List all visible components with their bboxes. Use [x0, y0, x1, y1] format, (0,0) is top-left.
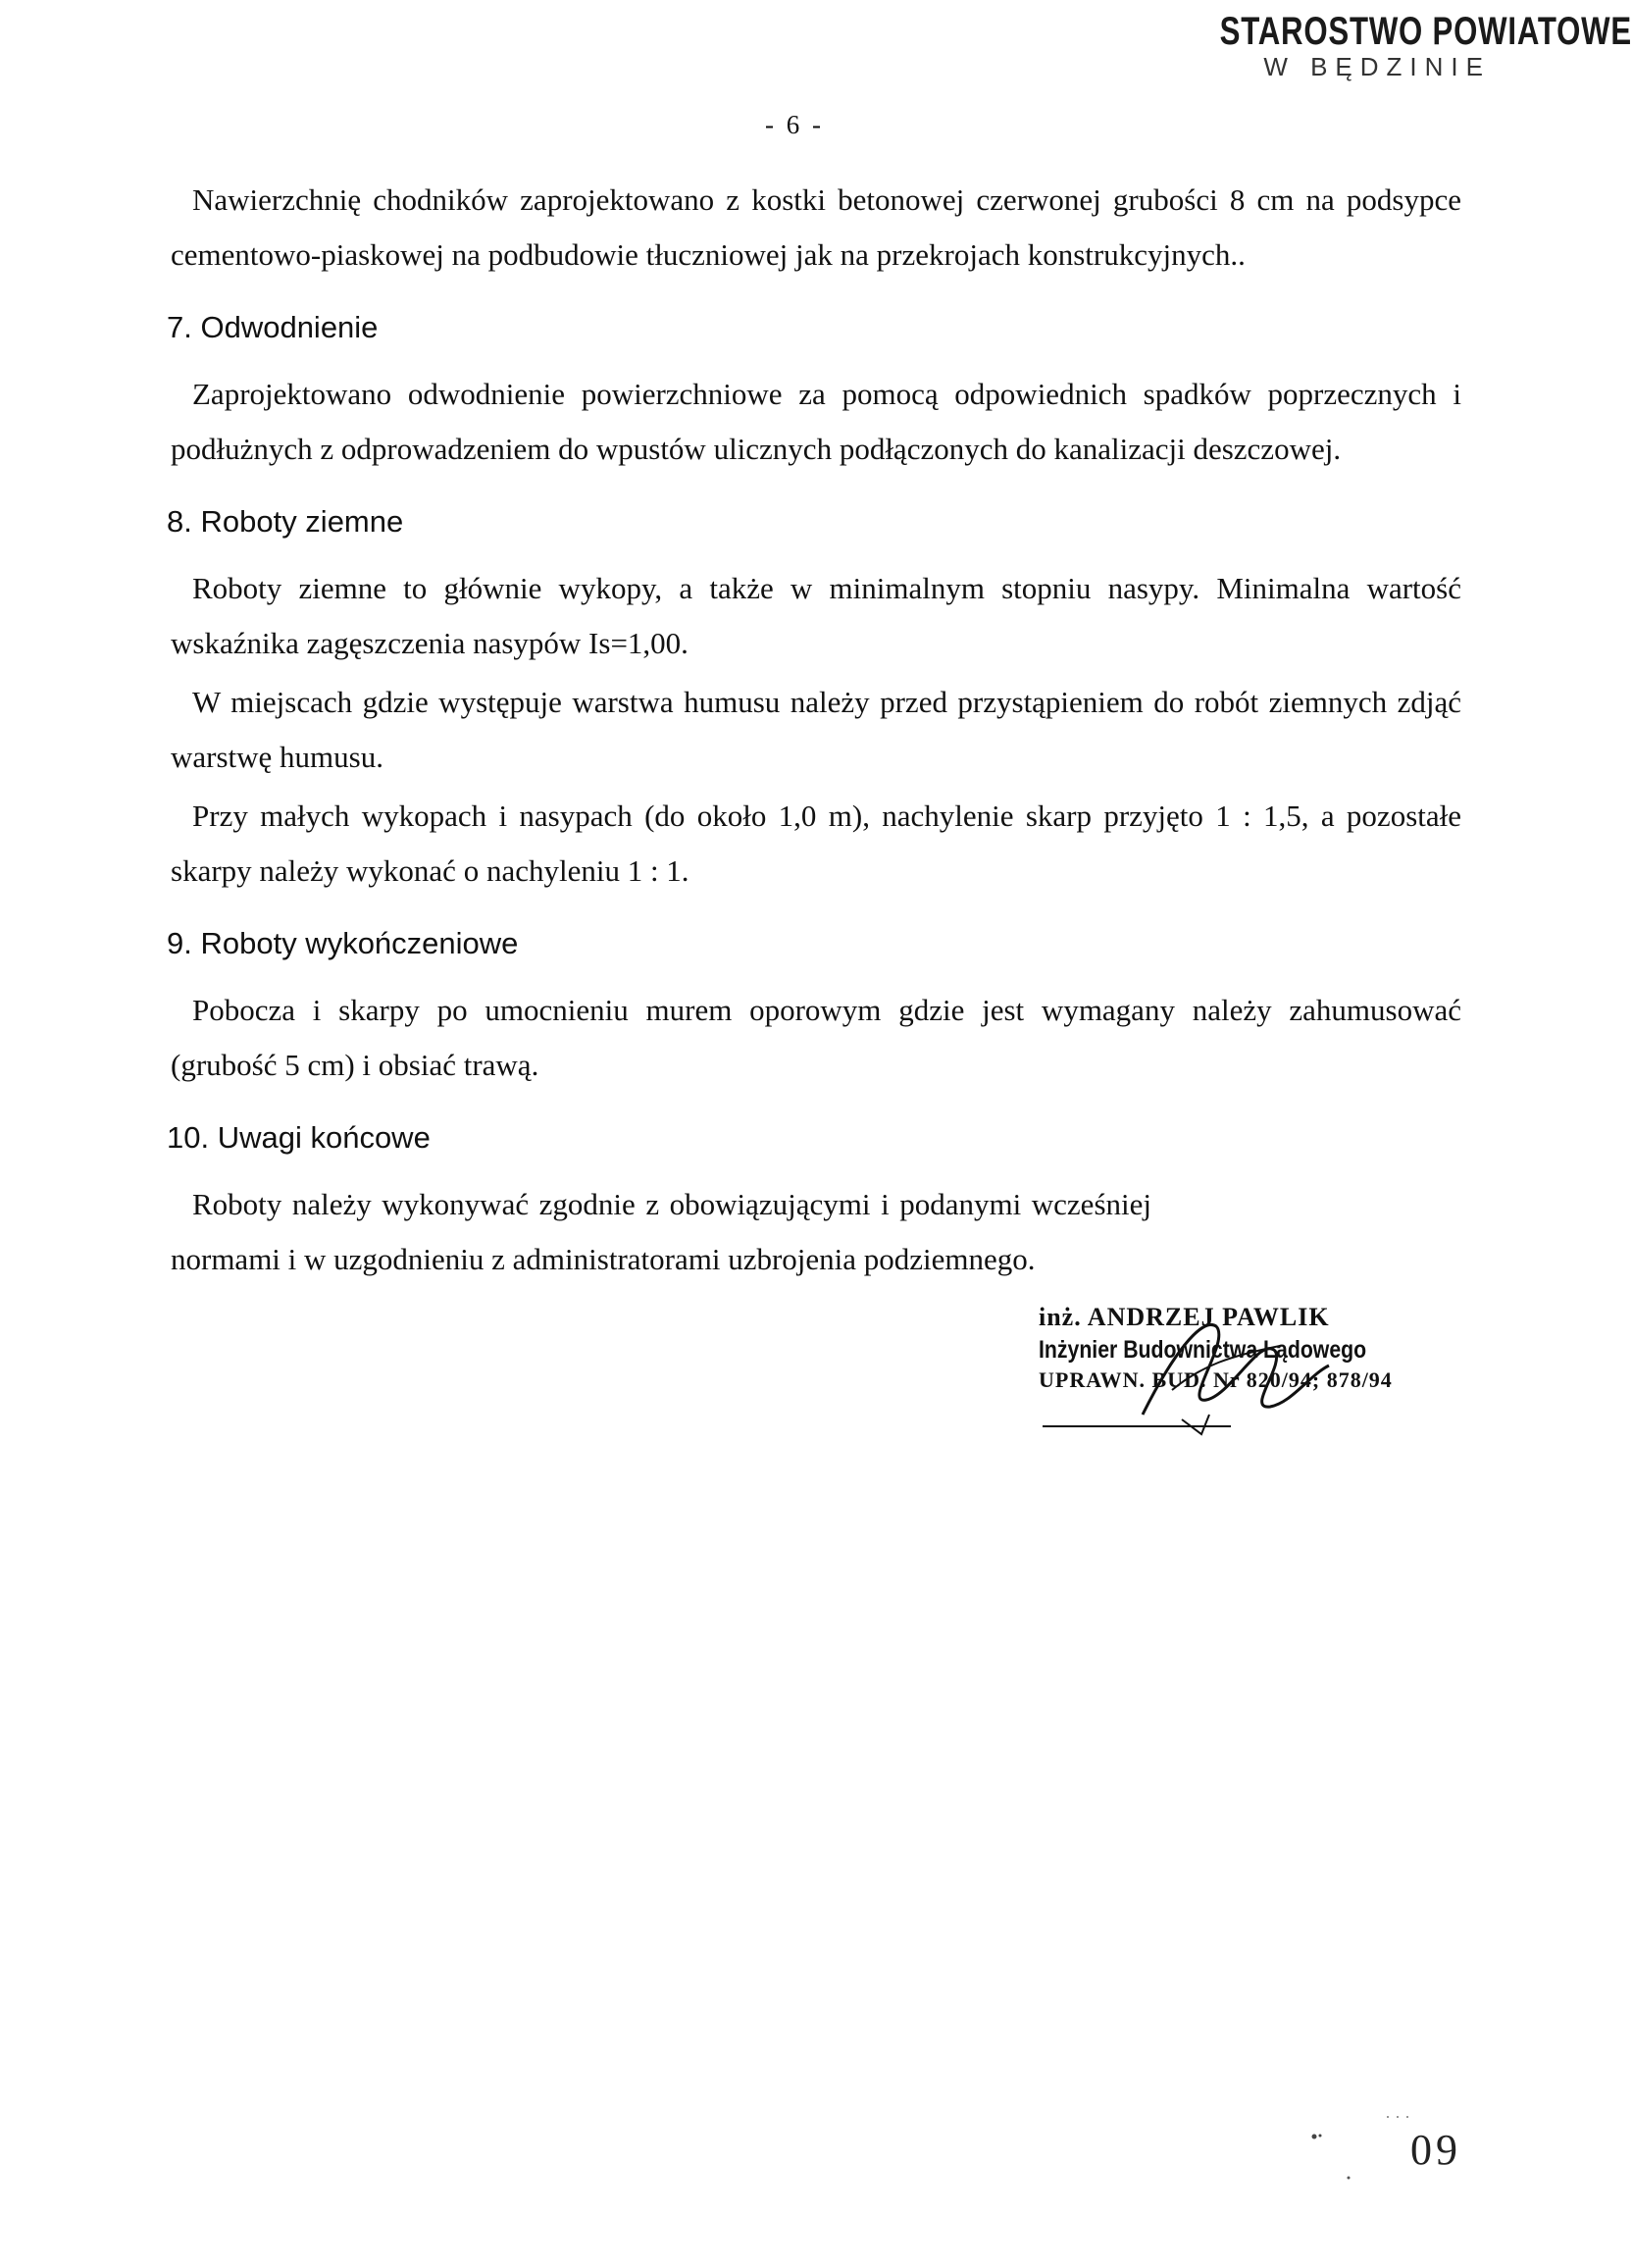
office-stamp-line2: W BĘDZINIE	[1263, 52, 1491, 81]
document-body	[167, 173, 1461, 1287]
paragraph-roboty-ziemne-3: Przy małych wykopach i nasypach (do około 1,0 m), nachylenie skarp przyjęto 1 : 1,5, a pozostałe skarpy należy wykonać o nachyleniu 1 : 1.	[171, 799, 1461, 888]
paragraph-roboty-wykonczeniowe: Pobocza i skarpy po umocnieniu murem oporowym gdzie jest wymagany należy zahumusować (grubość 5 cm) i obsiać trawą.	[171, 993, 1461, 1082]
paragraph-uwagi-koncowe: Roboty należy wykonywać zgodnie z obowiązującymi i podanymi wcześniej normami i w uzgodnieniu z administratorami uzbrojenia podziemnego.	[171, 1187, 1151, 1276]
section-heading-uwagi-koncowe: 10. Uwagi końcowe	[167, 1120, 431, 1155]
signature-stamp-title: Inżynier Budownictwa Lądowego	[1039, 1336, 1367, 1364]
paragraph-odwodnienie: Zaprojektowano odwodnienie powierzchniowe za pomocą odpowiednich spadków poprzecznych i podłużnych z odprowadzeniem do wpustów ulicznych podłączonych do kanalizacji deszczowej.	[171, 377, 1461, 466]
sheet-number: 09	[1410, 2126, 1461, 2174]
engineer-signature-stamp	[1035, 1297, 1398, 1449]
handwritten-signature	[1035, 1297, 1398, 1449]
paragraph-roboty-ziemne-1: Roboty ziemne to głównie wykopy, a także w minimalnym stopniu nasypy. Minimalna wartość wskaźnika zagęszczenia nasypów Is=1,00.	[171, 571, 1461, 660]
intro-paragraph: Nawierzchnię chodników zaprojektowano z kostki betonowej czerwonej grubości 8 cm na podsypce cementowo-piaskowej na podbudowie tłuczniowej jak na przekrojach konstrukcyjnych..	[171, 182, 1461, 272]
page-number: - 6 -	[765, 110, 824, 139]
scan-speckles	[1275, 2109, 1422, 2188]
section-heading-roboty-wykonczeniowe: 9. Roboty wykończeniowe	[167, 926, 519, 960]
office-stamp	[1138, 10, 1632, 82]
office-stamp-line1: STAROSTWO POWIATOWE	[1219, 10, 1632, 53]
signature-stamp-name: inż. ANDRZEJ PAWLIK	[1039, 1303, 1330, 1331]
section-heading-odwodnienie: 7. Odwodnienie	[167, 310, 379, 344]
paragraph-roboty-ziemne-2: W miejscach gdzie występuje warstwa humusu należy przed przystąpieniem do robót ziemnych zdjąć warstwę humusu.	[171, 685, 1461, 774]
section-heading-roboty-ziemne: 8. Roboty ziemne	[167, 504, 404, 539]
signature-stamp-license: UPRAWN. BUD. Nr 820/94; 878/94	[1039, 1367, 1393, 1392]
